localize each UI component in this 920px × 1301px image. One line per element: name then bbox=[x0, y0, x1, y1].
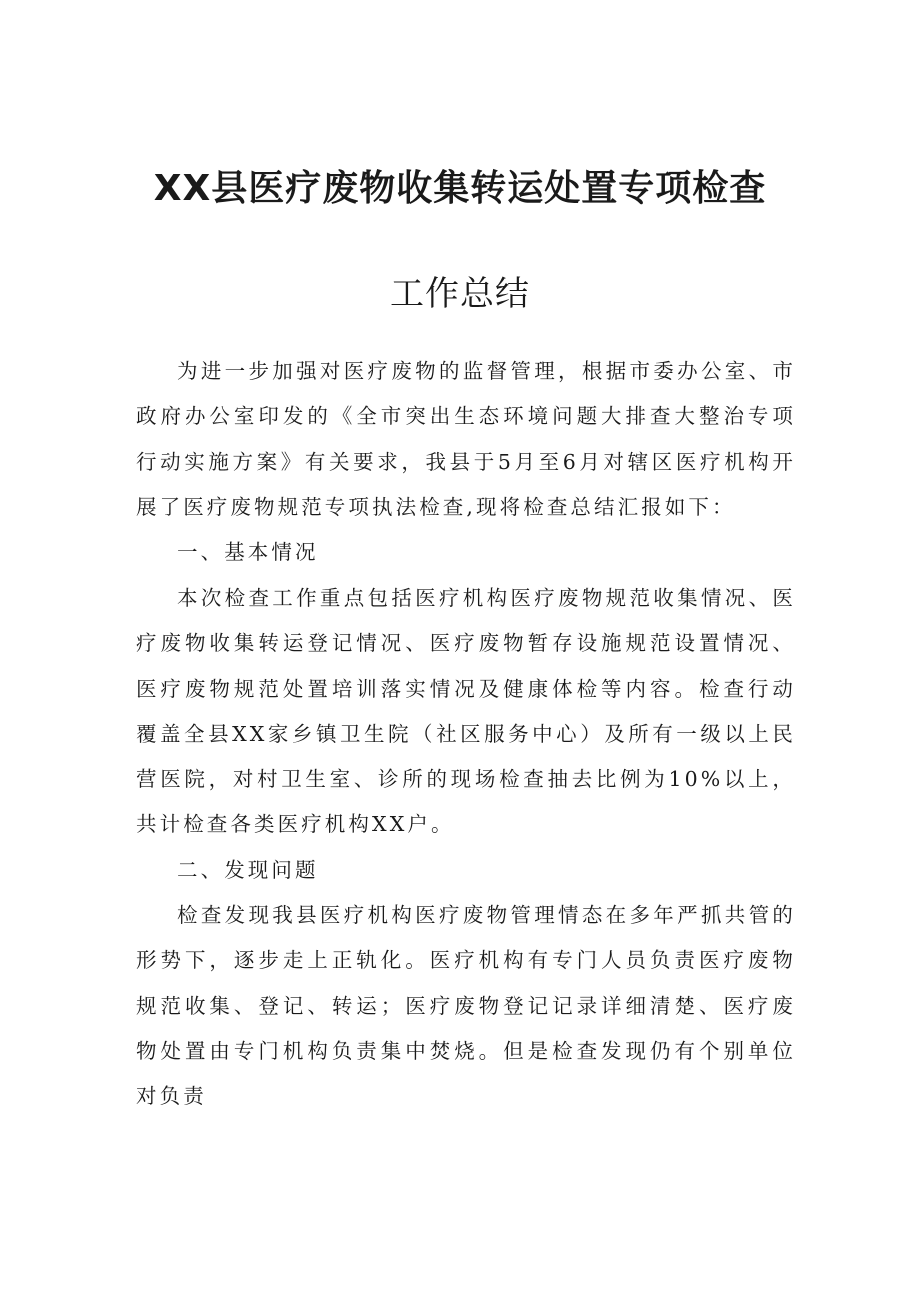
section-1-paragraph: 本次检查工作重点包括医疗机构医疗废物规范收集情况、医疗废物收集转运登记情况、医疗废物暂存设施规范设置情况、医疗废物规范处置培训落实情况及健康体检等内容。检查行动覆盖全县XX家乡镇卫生院（社区服务中心）及所有一级以上民营医院，对村卫生室、诊所的现场检查抽去比例为10%以上，共计检查各类医疗机构XX户。 bbox=[136, 586, 796, 837]
document-title-line-1: XX县医疗废物收集转运处置专项检查 bbox=[153, 168, 767, 209]
section-1-heading: 一、基本情况 bbox=[177, 540, 319, 564]
section-2-heading-block bbox=[136, 848, 796, 893]
section-2-paragraph: 检查发现我县医疗机构医疗废物管理情态在多年严抓共管的形势下，逐步走上正轨化。医疗机构有专门人员负责医疗废物规范收集、登记、转运；医疗废物登记记录详细清楚、医疗废物处置由专门机构负责集中焚烧。但是检查发现仍有个别单位对负责 bbox=[136, 903, 796, 1109]
intro-paragraph: 为进一步加强对医疗废物的监督管理，根据市委办公室、市政府办公室印发的《全市突出生态环境问题大排查大整治专项行动实施方案》有关要求，我县于5月至6月对辖区医疗机构开展了医疗废物规范专项执法检查,现将检查总结汇报如下： bbox=[136, 359, 796, 519]
section-2-body-block bbox=[136, 893, 796, 1119]
section-1-body-block bbox=[136, 576, 796, 848]
intro-paragraph-block bbox=[136, 349, 796, 530]
section-1-heading-block bbox=[136, 530, 796, 575]
document-title-line-2: 工作总结 bbox=[390, 274, 530, 314]
section-2-heading: 二、发现问题 bbox=[177, 858, 319, 882]
